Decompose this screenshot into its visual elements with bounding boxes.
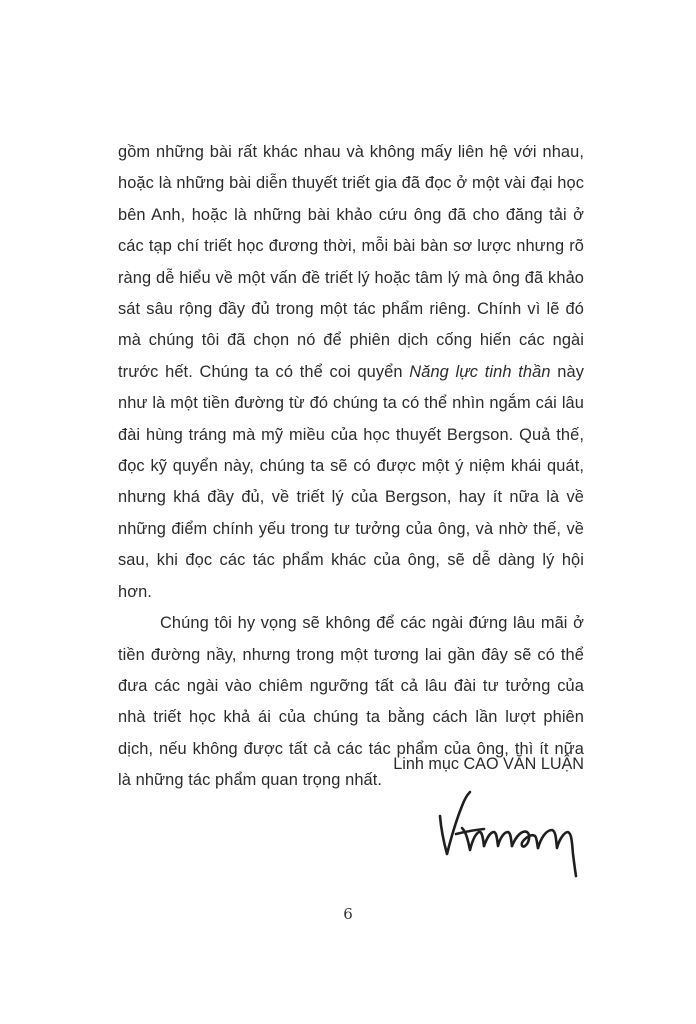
page-number: 6 [343,905,353,923]
body-text [118,137,584,797]
signatory-name: Linh mục CAO VĂN LUẬN [393,755,584,773]
paragraph-1-text-before: gồm những bài rất khác nhau và không mấy liên hệ với nhau, hoặc là những bài diễn thuyết triết gia đã đọc ở một vài đại học bên Anh, hoặc là những bài khảo cứu ông đã cho đăng tải ở các tạp chí triết học đương thời, mỗi bài bàn sơ lược nhưng rõ ràng dễ hiểu về một vấn đề triết lý hoặc tâm lý mà ông đã khảo sát sâu rộng đầy đủ trong một tác phẩm riêng. Chính vì lẽ đó mà chúng tôi đã chọn nó để phiên dịch cống hiến các ngài trước hết. Chúng ta có thể coi quyển [118,143,584,381]
book-title-italic: Năng lực tinh thần [409,362,551,381]
paragraph-1-text-after: này như là một tiền đường từ đó chúng ta có thể nhìn ngắm cái lâu đài hùng tráng mà mỹ miều của học thuyết Bergson. Quả thế, đọc kỹ quyển này, chúng ta sẽ có được một ý niệm khái quát, nhưng khá đầy đủ, về triết lý của Bergson, hay ít nữa là về những điểm chính yếu trong tư tưởng của ông, và nhờ thế, về sau, khi đọc các tác phẩm khác của ông, sẽ dễ dàng lý hội hơn. [118,362,584,601]
paragraph-2: Chúng tôi hy vọng sẽ không để các ngài đứng lâu mãi ở tiền đường nầy, nhưng trong một tương lai gần đây sẽ có thể đưa các ngài vào chiêm ngưỡng tất cả lâu đài tư tưởng của nhà triết học khả ái của chúng ta bằng cách lần lượt phiên dịch, nếu không được tất cả các tác phẩm của ông, thì ít nữa là những tác phẩm quan trọng nhất. [118,614,584,790]
paragraph-1 [118,137,584,608]
handwritten-signature [432,788,592,880]
